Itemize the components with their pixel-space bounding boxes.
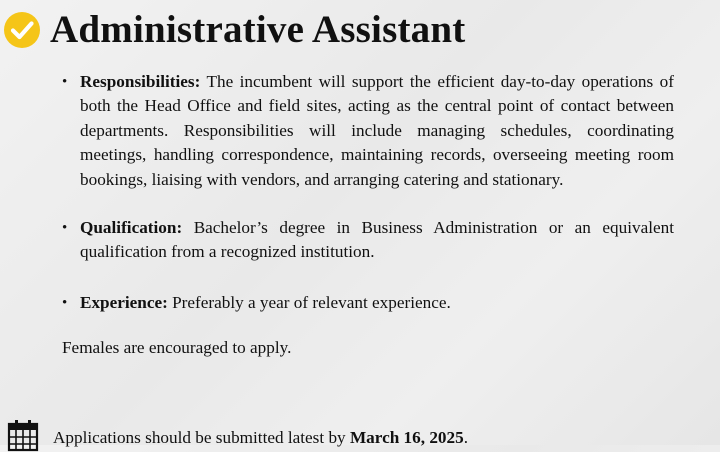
deadline-suffix: .: [463, 428, 469, 447]
responsibilities-text: The incumbent will support the efficient day-to-day operations of both the Head Office and field sites, acting as the central point of contact between departments. Responsibilities will include managing schedules, coordinating meetings, handling correspondence, maintaining records, overseeing meeting room bookings, liaising with vendors, and arranging catering and stationary.: [80, 72, 674, 189]
experience-label: Experience:: [80, 292, 168, 312]
qualification-text: Bachelor’s degree in Business Administration or an equivalent qualification from a recognized institution.: [80, 218, 674, 262]
deadline-date: March 16, 2025: [349, 428, 464, 447]
bullet-icon: •: [62, 220, 68, 237]
check-circle-icon: [3, 11, 41, 49]
bullet-icon: •: [62, 294, 68, 311]
bullet-icon: •: [62, 74, 68, 90]
encouragement-note: Females are encouraged to apply.: [62, 338, 292, 358]
qualification-item: [62, 216, 674, 265]
experience-text: Preferably a year of relevant experience.: [167, 292, 451, 312]
deadline-text: [53, 426, 468, 450]
bullet-list: [62, 70, 674, 360]
calendar-icon: [6, 418, 40, 452]
responsibilities-label: Responsibilities:: [80, 72, 201, 91]
deadline-prefix: Applications should be submitted latest by: [53, 428, 350, 447]
experience-item: [62, 291, 674, 315]
responsibilities-item: [62, 70, 674, 192]
qualification-label: Qualification:: [80, 218, 183, 238]
page-title: Administrative Assistant: [50, 8, 466, 51]
